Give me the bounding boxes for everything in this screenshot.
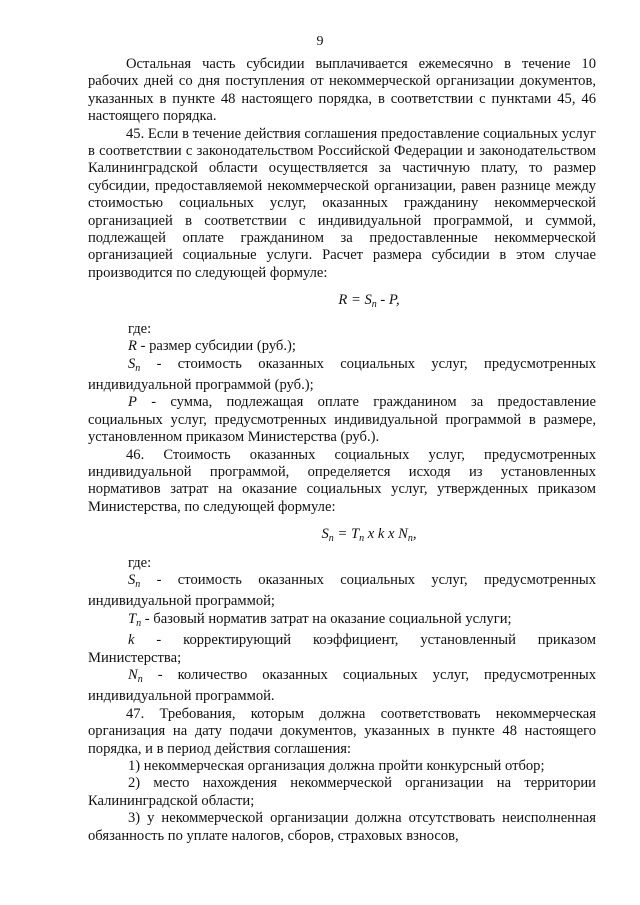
document-body (88, 56, 596, 845)
formula-r: R (338, 292, 348, 309)
where-label-2: где: (128, 554, 152, 571)
definition-p: P - сумма, подлежащая оплате гражданином за предоставление социальных услуг, предусмотренных индивидуальной программой в размере, установленном приказом Министерства (руб.). (88, 394, 596, 446)
formula-s-subscript: n (371, 299, 377, 311)
where-label-1: где: (128, 320, 152, 337)
definition-r: R - размер субсидии (руб.); (128, 338, 296, 355)
list-item-47-2: 2) место нахождения некоммерческой организации на территории Калининградской области; (88, 775, 596, 809)
definition-tn: $T_n$ - базовый норматив затрат на оказание социальной услуги; (128, 610, 512, 629)
paragraph-46: 46. Стоимость оказанных социальных услуг, предусмотренных индивидуальной программой, определяется исходя из установленных нормативов затрат на оказание социальных услуг, утвержденных приказом Министерства, по следующей формуле: (88, 446, 596, 515)
paragraph-subsidy-payment: Остальная часть субсидии выплачивается ежемесячно в течение 10 рабочих дней со дня поступления от некоммерческой организации документов, указанных в пункте 48 настоящего порядка, в соответствии с пунктами 45, 46 настоящего порядка. (88, 56, 596, 125)
paragraph-47: 47. Требования, которым должна соответствовать некоммерческая организация на дату подачи документов, указанных в пункте 48 настоящего порядка, и в период действия соглашения: (88, 705, 596, 757)
formula-subsidy (88, 292, 596, 313)
definition-sn: $S_n$ - стоимость оказанных социальных услуг, предусмотренных индивидуальной программой (руб.); (88, 355, 596, 393)
formula-rest: - P, (376, 292, 400, 309)
page-number: 9 (316, 34, 324, 49)
definition-nn: $N_n$ - количество оказанных социальных услуг, предусмотренных индивидуальной программой. (88, 667, 596, 705)
definition-k: k - корректирующий коэффициент, установленный приказом Министерства; (88, 632, 596, 666)
list-item-47-3: 3) у некоммерческой организации должна отсутствовать неисполненная обязанность по уплате налогов, сборов, страховых взносов, (88, 810, 596, 844)
formula-eq: = (347, 292, 365, 309)
definition-sn-2: $S_n$ - стоимость оказанных социальных услуг, предусмотренных индивидуальной программой; (88, 571, 596, 610)
formula-cost: $S_n = T_n$ x k x $N_n$, (321, 526, 417, 545)
paragraph-45: 45. Если в течение действия соглашения предоставление социальных услуг в соответствии с законодательством Российской Федерации и законодательством Калининградской области осуществляется за частичную плату, то размер субсидии, предоставляемой некоммерческой организации, равен разнице между стоимостью социальных услуг, оказанных гражданину некоммерческой организацией в соответствии с индивидуальной программой, и суммой, подлежащей оплате гражданином за предоставленные некоммерческой организацией социальные услуги. Расчет размера субсидии в этом случае производится по следующей формуле: (88, 125, 596, 281)
list-item-47-1: 1) некоммерческая организация должна пройти конкурсный отбор; (128, 758, 545, 775)
formula-s: S (364, 292, 372, 309)
